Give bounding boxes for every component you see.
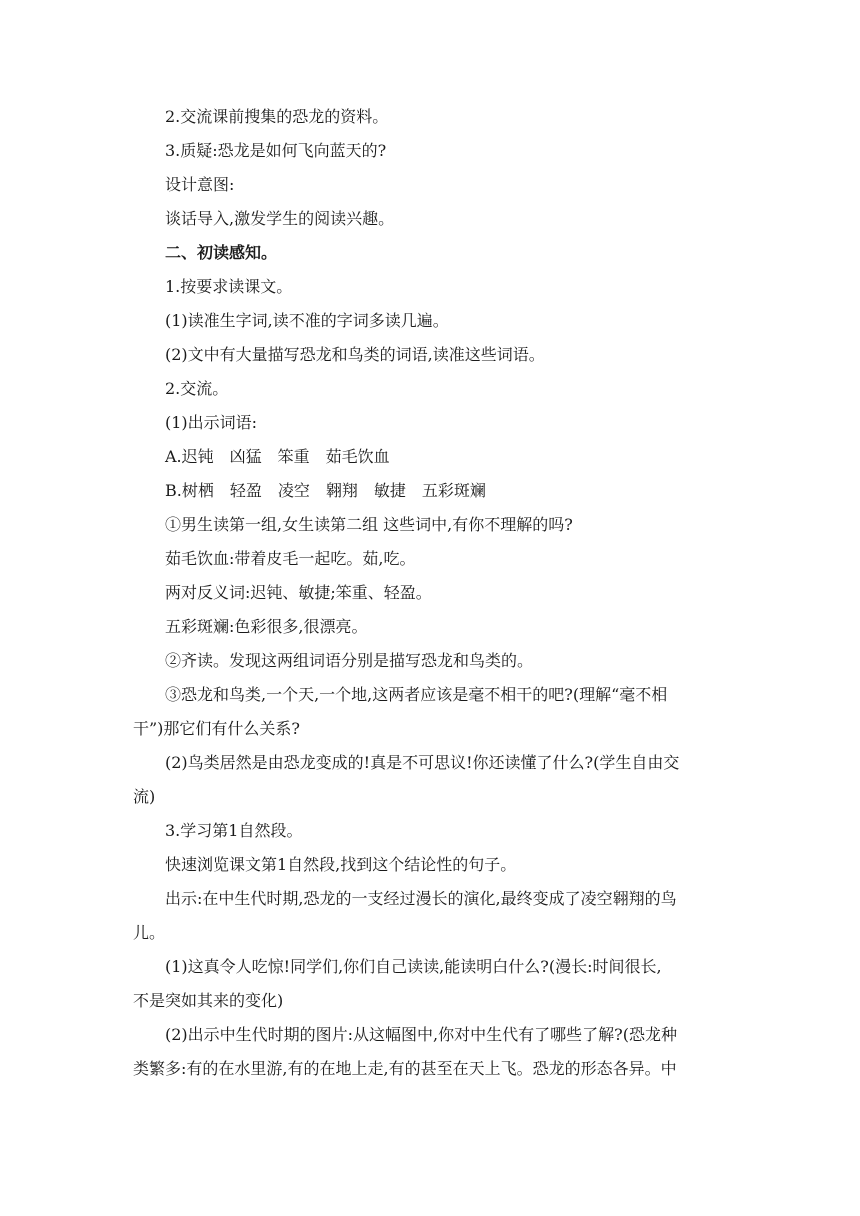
paragraph-line: 类繁多:有的在水里游,有的在地上走,有的甚至在天上飞。恐龙的形态各异。中 bbox=[133, 1059, 677, 1078]
paragraph-line: 2.交流课前搜集的恐龙的资料。 bbox=[165, 107, 389, 126]
paragraph-line: 儿。 bbox=[133, 923, 166, 942]
paragraph-line: 3.学习第1自然段。 bbox=[165, 821, 303, 840]
paragraph-line: (1)出示词语: bbox=[165, 413, 258, 432]
document-page bbox=[133, 100, 733, 1086]
paragraph-line: ①男生读第一组,女生读第二组 这些词中,有你不理解的吗? bbox=[165, 515, 573, 534]
paragraph-line: 五彩斑斓:色彩很多,很漂亮。 bbox=[165, 617, 368, 636]
paragraph-line: 1.按要求读课文。 bbox=[165, 277, 293, 296]
vocab-group-b: B.树栖 轻盈 凌空 翱翔 敏捷 五彩斑斓 bbox=[165, 481, 486, 500]
vocab-group-a: A.迟钝 凶猛 笨重 茹毛饮血 bbox=[165, 447, 390, 466]
paragraph-line: 快速浏览课文第1自然段,找到这个结论性的句子。 bbox=[165, 855, 517, 874]
paragraph-line: (1)这真令人吃惊!同学们,你们自己读读,能读明白什么?(漫长:时间很长, bbox=[165, 957, 662, 976]
paragraph-line: 流) bbox=[133, 787, 156, 806]
paragraph-line: 茹毛饮血:带着皮毛一起吃。茹,吃。 bbox=[165, 549, 416, 568]
paragraph-line: (2)鸟类居然是由恐龙变成的!真是不可思议!你还读懂了什么?(学生自由交 bbox=[165, 753, 680, 772]
paragraph-line: (1)读准生字词,读不准的字词多读几遍。 bbox=[165, 311, 449, 330]
paragraph-line: 设计意图: bbox=[165, 175, 235, 194]
paragraph-line: (2)文中有大量描写恐龙和鸟类的词语,读准这些词语。 bbox=[165, 345, 545, 364]
paragraph-line: 不是突如其来的变化) bbox=[133, 991, 284, 1010]
paragraph-line: 3.质疑:恐龙是如何飞向蓝天的? bbox=[165, 141, 387, 160]
paragraph-line: 两对反义词:迟钝、敏捷;笨重、轻盈。 bbox=[165, 583, 432, 602]
paragraph-line: 谈话导入,激发学生的阅读兴趣。 bbox=[165, 209, 395, 228]
section-heading: 二、初读感知。 bbox=[165, 243, 278, 262]
paragraph-line: 2.交流。 bbox=[165, 379, 229, 398]
paragraph-line: 出示:在中生代时期,恐龙的一支经过漫长的演化,最终变成了凌空翱翔的鸟 bbox=[165, 889, 677, 908]
paragraph-line: (2)出示中生代时期的图片:从这幅图中,你对中生代有了哪些了解?(恐龙种 bbox=[165, 1025, 677, 1044]
paragraph-line: 干”)那它们有什么关系? bbox=[133, 719, 301, 738]
paragraph-line: ③恐龙和鸟类,一个天,一个地,这两者应该是毫不相干的吧?(理解“毫不相 bbox=[165, 685, 668, 704]
paragraph-line: ②齐读。发现这两组词语分别是描写恐龙和鸟类的。 bbox=[165, 651, 534, 670]
